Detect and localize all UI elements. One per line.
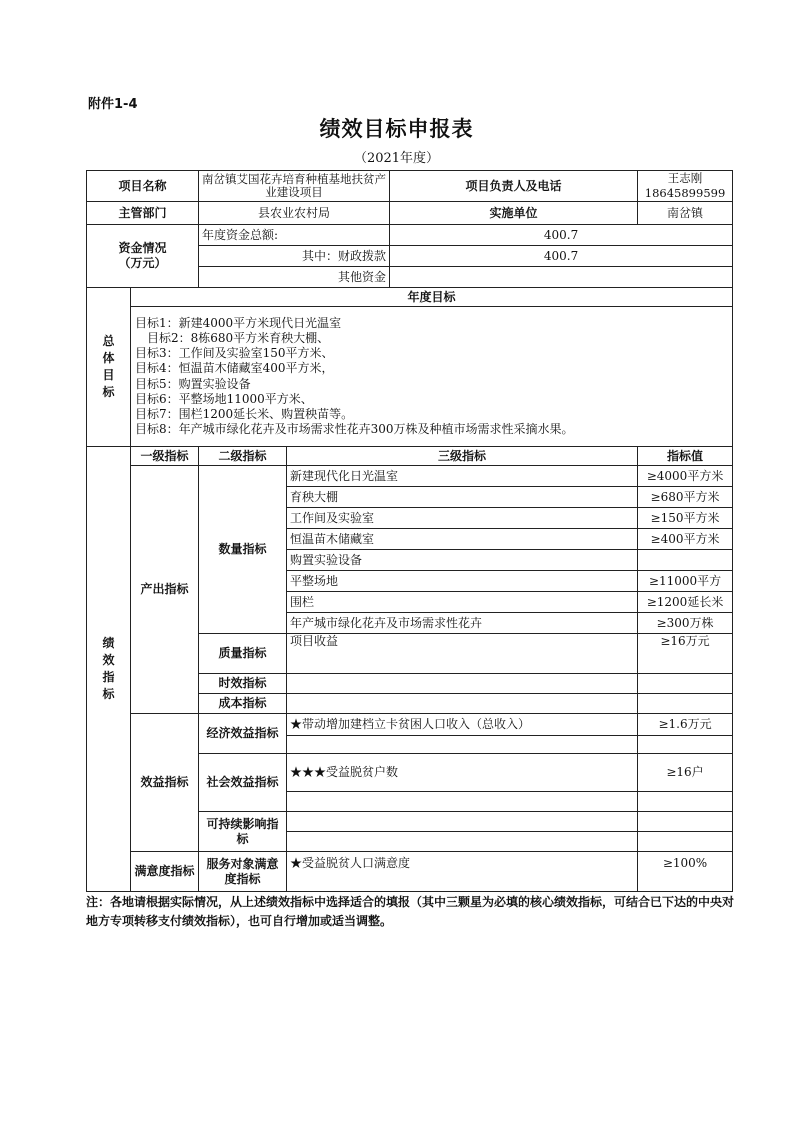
economic-indicator-label: 经济效益指标 bbox=[199, 714, 287, 754]
indicators-label-cell bbox=[87, 447, 131, 892]
funds-other-label: 其他资金 bbox=[199, 267, 390, 288]
indicator-value: ≥1.6万元 bbox=[638, 714, 733, 736]
indicator-name bbox=[287, 736, 638, 754]
funds-total-label: 年度资金总额: bbox=[199, 225, 390, 246]
goal-item: 目标8：年产城市绿化花卉及市场需求性花卉300万株及种植市场需求性采摘水果。 bbox=[135, 422, 574, 437]
cost-indicator-label: 成本指标 bbox=[199, 694, 287, 714]
sustain-indicator-label: 可持续影响指标 bbox=[199, 812, 287, 852]
indicator-value: ≥100% bbox=[638, 852, 733, 892]
indicators-label: 绩效指标 bbox=[102, 636, 115, 701]
col-level1: 一级指标 bbox=[131, 447, 199, 466]
service-satisfaction-label: 服务对象满意度指标 bbox=[199, 852, 287, 892]
funds-label bbox=[87, 225, 199, 288]
indicator-name: ★带动增加建档立卡贫困人口收入（总收入） bbox=[287, 714, 638, 736]
timeliness-indicator-label: 时效指标 bbox=[199, 674, 287, 694]
goal-item: 目标5：购置实验设备 bbox=[135, 376, 251, 391]
project-name-value: 南岔镇艾国花卉培育种植基地扶贫产业建设项目 bbox=[199, 171, 390, 202]
quantity-indicator-label: 数量指标 bbox=[199, 466, 287, 634]
dept-label: 主管部门 bbox=[87, 202, 199, 225]
goal-item: 目标4：恒温苗木储藏室400平方米， bbox=[135, 361, 334, 376]
indicator-name bbox=[287, 832, 638, 852]
funds-finance-label: 其中：财政拨款 bbox=[199, 246, 390, 267]
overall-goals-label-cell bbox=[87, 288, 131, 447]
indicator-value bbox=[638, 832, 733, 852]
funds-total-value: 400.7 bbox=[390, 225, 733, 246]
indicator-value bbox=[638, 792, 733, 812]
output-indicator-label: 产出指标 bbox=[131, 466, 199, 714]
indicator-name: 项目收益 bbox=[287, 634, 638, 674]
indicator-value bbox=[638, 736, 733, 754]
project-name-label: 项目名称 bbox=[87, 171, 199, 202]
funds-other-value bbox=[390, 267, 733, 288]
indicator-name bbox=[287, 694, 638, 714]
indicator-value: ≥11000平方 bbox=[638, 571, 733, 592]
indicator-value: ≥4000平方米 bbox=[638, 466, 733, 487]
goal-item: 目标3：工作间及实验室150平方米、 bbox=[135, 346, 334, 361]
satisfaction-indicator-label: 满意度指标 bbox=[131, 852, 199, 892]
indicator-name bbox=[287, 792, 638, 812]
annual-goals-list bbox=[131, 307, 733, 447]
unit-label: 实施单位 bbox=[390, 202, 638, 225]
indicator-value: ≥680平方米 bbox=[638, 487, 733, 508]
indicator-value: ≥300万株 bbox=[638, 613, 733, 634]
annual-goals-header: 年度目标 bbox=[131, 288, 733, 307]
goal-item: 目标2：8栋680平方米育秧大棚、 bbox=[147, 330, 330, 345]
performance-goal-table bbox=[86, 170, 733, 892]
funds-unit: （万元） bbox=[118, 256, 167, 270]
indicator-name: ★受益脱贫人口满意度 bbox=[287, 852, 638, 892]
funds-finance-value: 400.7 bbox=[390, 246, 733, 267]
indicator-value: ≥150平方米 bbox=[638, 508, 733, 529]
goal-item: 目标1：新建4000平方米现代日光温室 bbox=[135, 315, 342, 330]
unit-value: 南岔镇 bbox=[638, 202, 733, 225]
col-level3: 三级指标 bbox=[287, 447, 638, 466]
indicator-value bbox=[638, 694, 733, 714]
indicator-value: ≥16户 bbox=[638, 754, 733, 792]
project-contact-value: 王志刚18645899599 bbox=[638, 171, 733, 202]
indicator-name: 购置实验设备 bbox=[287, 550, 638, 571]
indicator-value: ≥400平方米 bbox=[638, 529, 733, 550]
goal-item: 目标7：围栏1200延长米、购置秧苗等。 bbox=[135, 406, 354, 421]
benefit-indicator-label: 效益指标 bbox=[131, 714, 199, 852]
indicator-value bbox=[638, 674, 733, 694]
indicator-name: 平整场地 bbox=[287, 571, 638, 592]
indicator-name: 年产城市绿化花卉及市场需求性花卉 bbox=[287, 613, 638, 634]
col-level2: 二级指标 bbox=[199, 447, 287, 466]
indicator-value: ≥1200延长米 bbox=[638, 592, 733, 613]
social-indicator-label: 社会效益指标 bbox=[199, 754, 287, 812]
indicator-name: 围栏 bbox=[287, 592, 638, 613]
indicator-value: ≥16万元 bbox=[638, 634, 733, 674]
footnote: 注：各地请根据实际情况，从上述绩效指标中选择适合的填报（其中三颗星为必填的核心绩效指标，可结合已下达的中央对地方专项转移支付绩效指标），也可自行增加或适当调整。 bbox=[86, 895, 735, 928]
dept-value: 县农业农村局 bbox=[199, 202, 390, 225]
funds-label-text: 资金情况 bbox=[118, 241, 167, 255]
attachment-label: 附件1-4 bbox=[88, 97, 138, 112]
indicator-name: 新建现代化日光温室 bbox=[287, 466, 638, 487]
quality-indicator-label: 质量指标 bbox=[199, 634, 287, 674]
col-value: 指标值 bbox=[638, 447, 733, 466]
indicator-name bbox=[287, 812, 638, 832]
indicator-name: 工作间及实验室 bbox=[287, 508, 638, 529]
indicator-name: ★★★受益脱贫户数 bbox=[287, 754, 638, 792]
indicator-name: 恒温苗木储藏室 bbox=[287, 529, 638, 550]
form-year: （2021年度） bbox=[353, 151, 440, 166]
form-title: 绩效目标申报表 bbox=[319, 116, 474, 141]
goal-item: 目标6：平整场地11000平方米、 bbox=[135, 391, 313, 406]
indicator-value bbox=[638, 550, 733, 571]
project-contact-label: 项目负责人及电话 bbox=[390, 171, 638, 202]
indicator-name bbox=[287, 674, 638, 694]
overall-goals-label: 总体目标 bbox=[102, 334, 115, 399]
indicator-name: 育秧大棚 bbox=[287, 487, 638, 508]
indicator-value bbox=[638, 812, 733, 832]
